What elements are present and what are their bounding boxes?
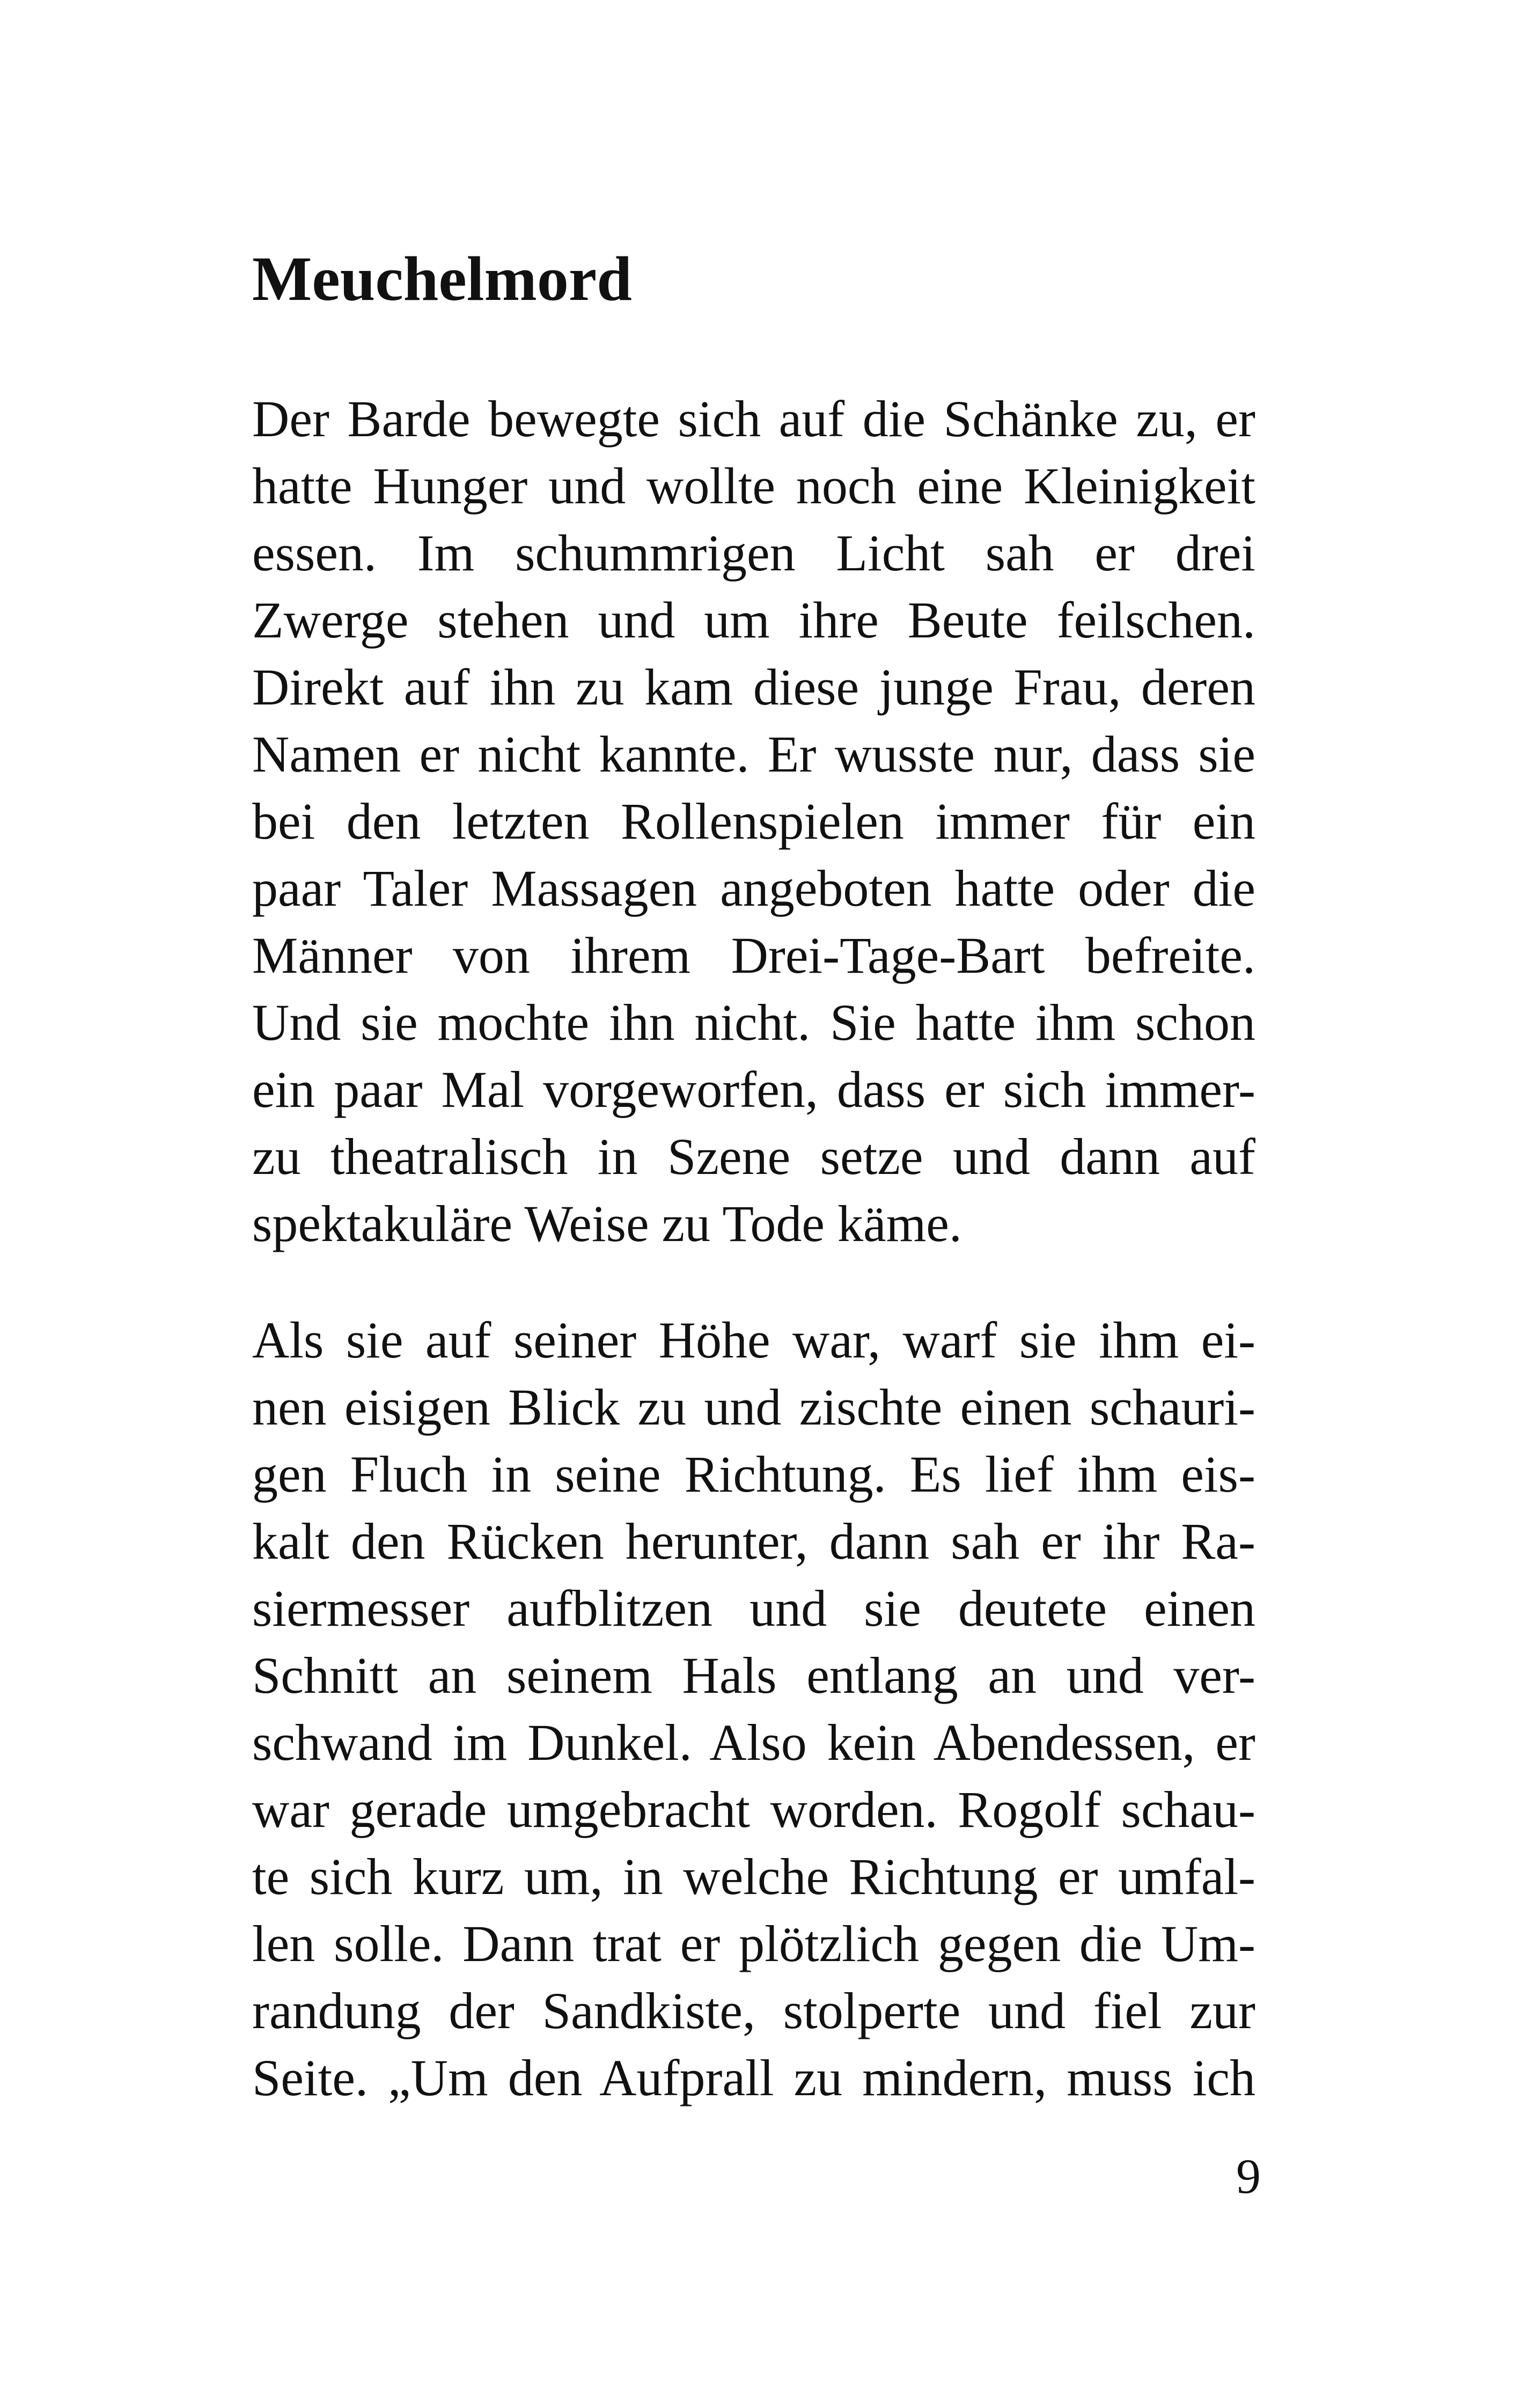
text-line: Direkt auf ihn zu kam diese junge Frau, deren [252, 658, 1255, 716]
text-line: Und sie mochte ihn nicht. Sie hatte ihm schon [252, 994, 1255, 1051]
text-line: zu theatralisch in Szene setze und dann auf [252, 1128, 1255, 1185]
text-line: Seite. „Um den Aufprall zu mindern, muss ich [252, 2049, 1255, 2106]
paragraph-1 [252, 385, 1255, 1257]
text-line: Männer von ihrem Drei-Tage-Bart befreite. [252, 927, 1255, 984]
text-line: bei den letzten Rollenspielen immer für ein [252, 792, 1255, 850]
text-line: essen. Im schummrigen Licht sah er drei [252, 524, 1255, 582]
text-line: Schnitt an seinem Hals entlang an und ver- [252, 1647, 1255, 1704]
text-line: ein paar Mal vorgeworfen, dass er sich immer- [252, 1061, 1255, 1118]
chapter-title: Meuchelmord [252, 244, 632, 314]
text-line: war gerade umgebracht worden. Rogolf schau- [252, 1781, 1255, 1838]
text-line: schwand im Dunkel. Also kein Abendessen, er [252, 1714, 1255, 1771]
paragraph-2 [252, 1306, 1255, 2111]
text-line: siermesser aufblitzen und sie deutete einen [252, 1580, 1255, 1637]
text-line: te sich kurz um, in welche Richtung er umfal- [252, 1848, 1255, 1905]
text-line: paar Taler Massagen angeboten hatte oder die [252, 860, 1255, 917]
text-line: spektakuläre Weise zu Tode käme. [252, 1195, 962, 1252]
text-line: Zwerge stehen und um ihre Beute feilschen. [252, 591, 1255, 649]
page-number: 9 [1236, 2149, 1261, 2204]
text-line: kalt den Rücken herunter, dann sah er ihr Ra- [252, 1513, 1255, 1570]
text-line: randung der Sandkiste, stolperte und fiel zur [252, 1982, 1255, 2039]
text-line: Namen er nicht kannte. Er wusste nur, dass sie [252, 725, 1255, 783]
text-line: nen eisigen Blick zu und zischte einen schauri- [252, 1378, 1255, 1436]
text-line: Der Barde bewegte sich auf die Schänke zu, er [252, 390, 1255, 447]
text-line: len solle. Dann trat er plötzlich gegen die Um- [252, 1915, 1255, 1972]
text-line: hatte Hunger und wollte noch eine Kleinigkeit [252, 457, 1255, 515]
text-line: Als sie auf seiner Höhe war, warf sie ihm ei- [252, 1311, 1255, 1369]
text-line: gen Fluch in seine Richtung. Es lief ihm eis- [252, 1445, 1255, 1503]
